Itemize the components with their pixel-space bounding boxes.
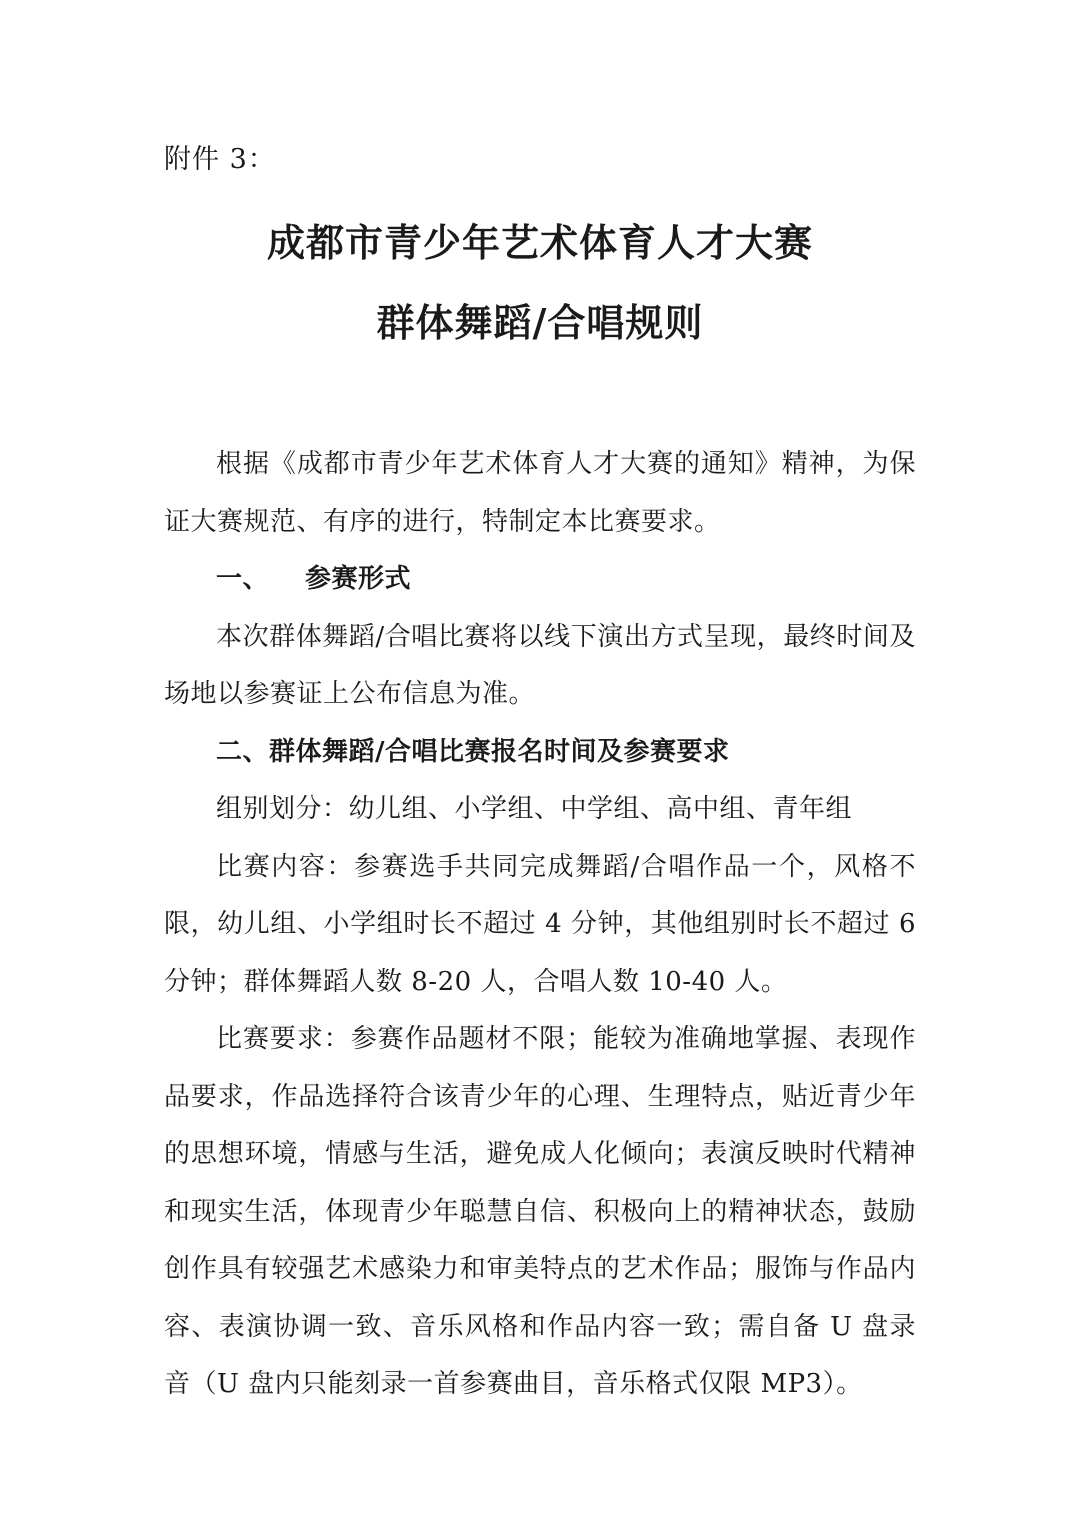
intro-paragraph: 根据《成都市青少年艺术体育人才大赛的通知》精神，为保证大赛规范、有序的进行，特制定本比赛要求。 [164, 449, 916, 537]
document-body [164, 436, 916, 1414]
section-1-title: 参赛形式 [305, 564, 412, 594]
section-2-groups: 组别划分：幼儿组、小学组、中学组、高中组、青年组 [216, 794, 853, 824]
attachment-label: 附件 3： [164, 144, 276, 175]
section-1-number: 一、 [216, 564, 270, 594]
section-1-paragraph: 本次群体舞蹈/合唱比赛将以线下演出方式呈现，最终时间及场地以参赛证上公布信息为准。 [164, 621, 916, 709]
document-title-line-2: 群体舞蹈/合唱规则 [376, 301, 704, 345]
section-2-content: 比赛内容：参赛选手共同完成舞蹈/合唱作品一个，风格不限，幼儿组、小学组时长不超过 4 分钟，其他组别时长不超过 6 分钟；群体舞蹈人数 8-20 人，合唱人数 10-40 人。 [164, 851, 916, 997]
document-title-line-1: 成都市青少年艺术体育人才大赛 [266, 221, 813, 265]
section-2-heading: 二、群体舞蹈/合唱比赛报名时间及参赛要求 [216, 736, 730, 767]
section-2-requirements: 比赛要求：参赛作品题材不限；能较为准确地掌握、表现作品要求，作品选择符合该青少年的心理、生理特点，贴近青少年的思想环境，情感与生活，避免成人化倾向；表演反映时代精神和现实生活，体现青少年聪慧自信、积极向上的精神状态，鼓励创作具有较强艺术感染力和审美特点的艺术作品；服饰与作品内容、表演协调一致、音乐风格和作品内容一致；需自备 U 盘录音（U 盘内只能刻录一首参赛曲目，音乐格式仅限 MP3）。 [164, 1024, 916, 1399]
section-1-heading [164, 551, 916, 609]
